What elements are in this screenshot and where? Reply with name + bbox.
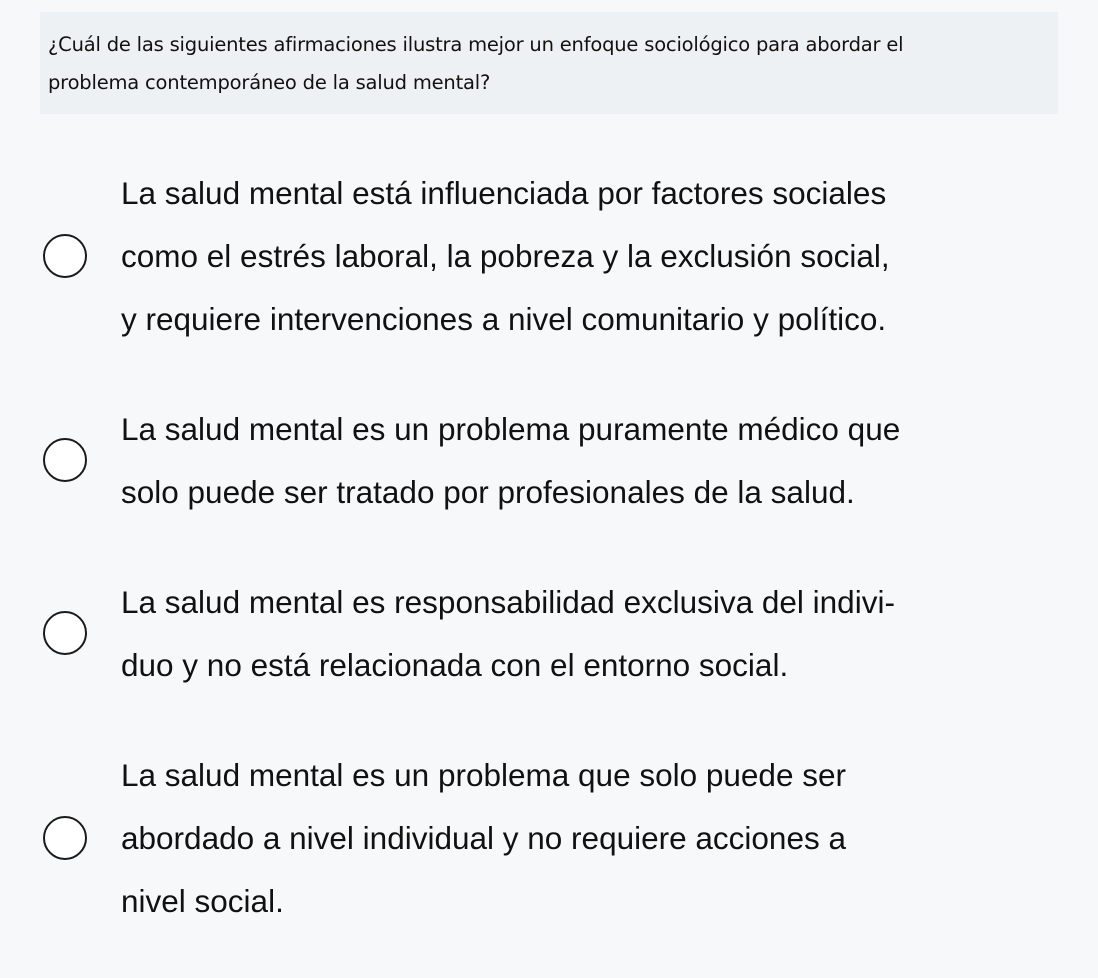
radio-button-option-2[interactable] xyxy=(43,438,87,482)
radio-button-option-4[interactable] xyxy=(43,816,87,860)
radio-button-option-1[interactable] xyxy=(43,234,87,278)
option-label-4: La salud mental es un problema que solo puede ser abordado a nivel individual y no requiere acciones a nivel social. xyxy=(121,757,846,919)
radio-button-option-3[interactable] xyxy=(43,611,87,655)
option-label-2: La salud mental es un problema puramente médico que solo puede ser tratado por profesionales de la salud. xyxy=(121,411,901,510)
question-text: ¿Cuál de las siguientes afirmaciones ilustra mejor un enfoque sociológico para abordar el problema contemporáneo de la salud mental? xyxy=(48,33,904,94)
question-box xyxy=(40,12,1058,114)
option-label-1: La salud mental está influenciada por factores sociales como el estrés laboral, la pobreza y la exclusión social, y requiere intervenciones a nivel comunitario y político. xyxy=(121,175,890,337)
option-label-3: La salud mental es responsabilidad exclusiva del indivi- duo y no está relacionada con el entorno social. xyxy=(121,584,895,683)
